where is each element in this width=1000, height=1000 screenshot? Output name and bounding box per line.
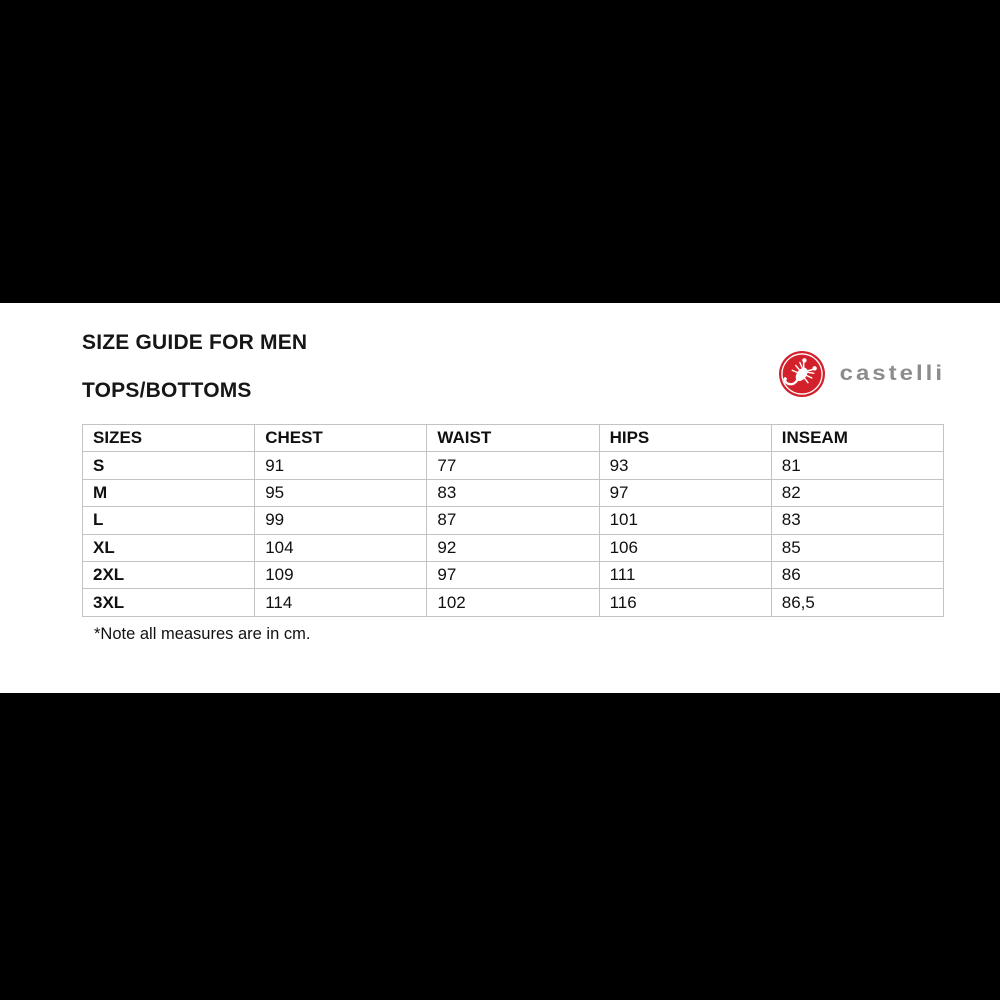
measurement-value: 93 [599, 452, 771, 479]
letterbox-bottom [0, 693, 1000, 1000]
measurement-value: 116 [599, 589, 771, 616]
measurement-value: 97 [599, 479, 771, 506]
table-row [83, 507, 944, 534]
scorpion-icon [779, 351, 825, 397]
measurement-note: *Note all measures are in cm. [94, 625, 311, 643]
size-table-body [83, 452, 944, 616]
size-label: M [83, 479, 255, 506]
measurement-value: 99 [255, 507, 427, 534]
table-row [83, 534, 944, 561]
table-row [83, 452, 944, 479]
size-label: L [83, 507, 255, 534]
measurement-value: 83 [427, 479, 599, 506]
measurement-value: 87 [427, 507, 599, 534]
table-header-row [83, 425, 944, 452]
measurement-value: 83 [771, 507, 943, 534]
size-label: XL [83, 534, 255, 561]
measurement-value: 86,5 [771, 589, 943, 616]
measurement-value: 86 [771, 561, 943, 588]
table-row [83, 561, 944, 588]
measurement-value: 92 [427, 534, 599, 561]
measurement-value: 82 [771, 479, 943, 506]
measurement-value: 77 [427, 452, 599, 479]
measurement-value: 97 [427, 561, 599, 588]
column-header-chest: CHEST [255, 425, 427, 452]
measurement-value: 104 [255, 534, 427, 561]
brand-logo [779, 351, 945, 397]
measurement-value: 109 [255, 561, 427, 588]
size-guide-panel [0, 303, 1000, 693]
measurement-value: 91 [255, 452, 427, 479]
size-label: 3XL [83, 589, 255, 616]
column-header-inseam: INSEAM [771, 425, 943, 452]
size-table [82, 424, 944, 617]
section-title: TOPS/BOTTOMS [82, 379, 252, 402]
size-label: 2XL [83, 561, 255, 588]
column-header-sizes: SIZES [83, 425, 255, 452]
size-table-head [83, 425, 944, 452]
measurement-value: 101 [599, 507, 771, 534]
column-header-hips: HIPS [599, 425, 771, 452]
measurement-value: 111 [599, 561, 771, 588]
column-header-waist: WAIST [427, 425, 599, 452]
measurement-value: 85 [771, 534, 943, 561]
table-row [83, 589, 944, 616]
letterbox-top [0, 0, 1000, 303]
measurement-value: 114 [255, 589, 427, 616]
measurement-value: 81 [771, 452, 943, 479]
brand-wordmark: castelli [839, 361, 945, 386]
page-title: SIZE GUIDE FOR MEN [82, 331, 308, 354]
measurement-value: 106 [599, 534, 771, 561]
measurement-value: 102 [427, 589, 599, 616]
size-label: S [83, 452, 255, 479]
measurement-value: 95 [255, 479, 427, 506]
table-row [83, 479, 944, 506]
